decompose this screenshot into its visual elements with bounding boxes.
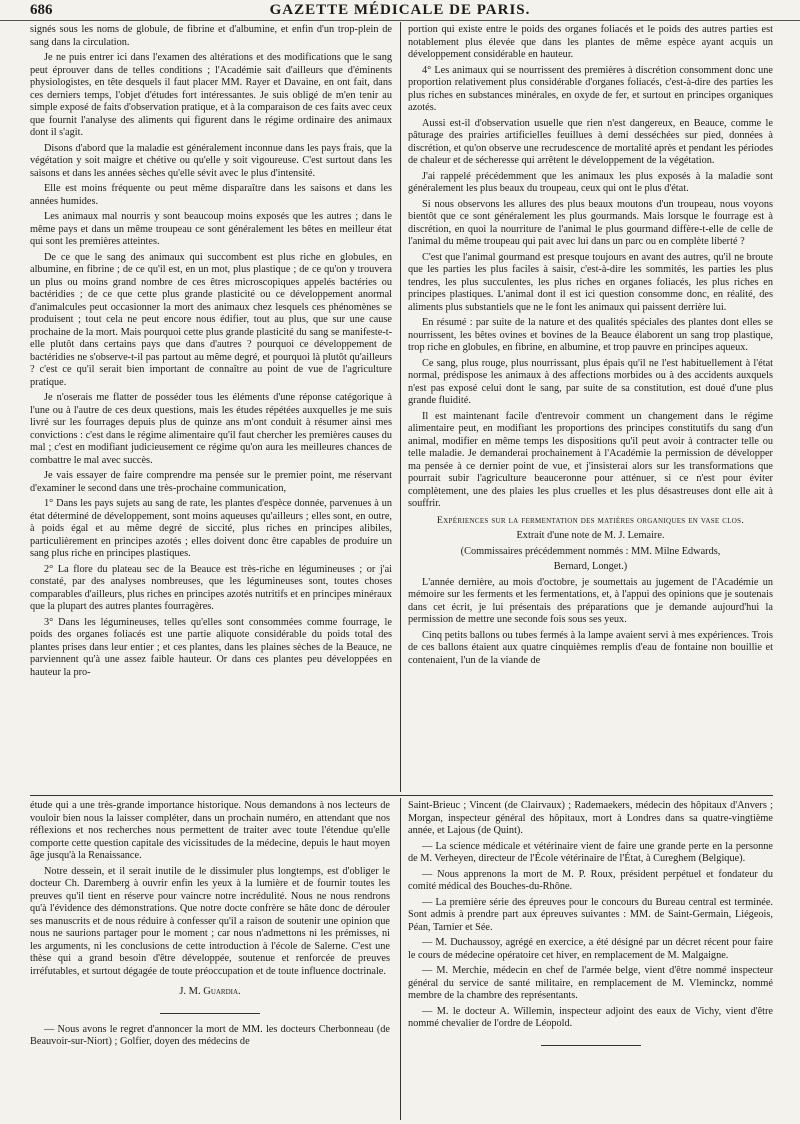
article-column-bottom-right xyxy=(408,800,773,1120)
author-signature: J. M. Guardia. xyxy=(179,986,241,997)
news-item: — La science médicale et vétérinaire vient de faire une grande perte en la personne de M. Verheyen, directeur de l'École vétérinaire de l'État, à Cureghem (Belgique). xyxy=(408,840,773,864)
paragraph: Disons d'abord que la maladie est généralement inconnue dans les pays frais, que la végétation y soit maigre et chétive ou qu'elle y soit vigoureuse. C'est surtout dans les saisons et dans les années sèches qu'elle sévit avec le plus d'intensité. xyxy=(30,142,392,179)
paragraph: étude qui a une très-grande importance historique. Nous demandons à nos lecteurs de vouloir bien nous la laisser compléter, dans un prochain numéro, en attendant que nos réflexions et nos recherches nous permettent de traiter avec toute l'étendue qu'elle comporte cette question capitale des vicissitudes de la médecine, depuis le haut moyen âge jusqu'à la Renaissance. xyxy=(30,800,390,861)
news-item: — M. Duchaussoy, agrégé en exercice, a été désigné par un décret récent pour faire le cours de médecine opératoire cet hiver, en remplacement de M. Malgaigne. xyxy=(408,937,773,961)
paragraph: 2° La flore du plateau sec de la Beauce est très-riche en légumineuses ; or j'ai constaté, par des analyses nombreuses, que les légumineuses sont, toutes choses comparables d'ailleurs, plus riches en principes azotés nutritifs et en principes minéraux que la plupart des autres plantes fourragères. xyxy=(30,563,392,612)
column-divider-bottom xyxy=(400,798,401,1120)
column-divider-top xyxy=(400,22,401,792)
news-item: — Nous avons le regret d'annoncer la mort de MM. les docteurs Cherbonneau (de Beauvoir-sur-Niort) ; Golfier, doyen des médecins de xyxy=(30,1023,390,1047)
section-title: Expériences sur la fermentation des matières organiques en vase clos. xyxy=(436,514,745,526)
paragraph: Cinq petits ballons ou tubes fermés à la lampe avaient servi à mes expériences. Trois de ces ballons étaient aux quatre cinquièmes remplis d'eau de fontaine non bouillie et contenaient, l'un de la viande de xyxy=(408,629,773,666)
short-divider xyxy=(160,1013,260,1014)
article-column-top-right xyxy=(408,24,773,790)
news-item: — M. Merchie, médecin en chef de l'armée belge, vient d'être nommé inspecteur général du service de santé militaire, en remplacement de M. Vleminckz, nommé membre de la chambre des représentants. xyxy=(408,965,773,1001)
paragraph: 4° Les animaux qui se nourrissent des premières à discrétion consomment donc une proportion relativement plus considérable d'organes foliacés, c'est-à-dire des parties les plus riches en substances minérales, en oxyde de fer, et surtout en principes organiques azotés. xyxy=(408,64,773,113)
news-item: — Nous apprenons la mort de M. P. Roux, président perpétuel et fondateur du comité médical des Bouches-du-Rhône. xyxy=(408,868,773,892)
paragraph: C'est que l'animal gourmand est presque toujours en avant des autres, qu'il ne broute que les parties les plus faciles à saisir, c'est-à-dire les sommités, les parties les plus tendres, les plus succulentes, les plus riches en organes foliacés, les plus riches en principes plastiques. L'animal dont il est ici question consomme donc, en réalité, des aliments plus substantiels que ne le font les animaux qui paissent derrière lui. xyxy=(408,251,773,313)
paragraph: portion qui existe entre le poids des organes foliacés et le poids des autres parties est notablement plus élevée que dans les plantes de même espèce ayant acquis un développement considérable en hauteur. xyxy=(408,24,773,60)
paragraph: Il est maintenant facile d'entrevoir comment un changement dans le régime alimentaire peut, en modifiant les proportions des principes constitutifs du sang d'un animal, modifier en même temps les dispositions qu'il peut avoir à contracter telle ou telle maladie. Je demanderai prochainement à l'Académie la permission de développer ma pensée à ce dernier point de vue, et j'insisterai alors sur les transformations que pourrait subir l'agriculture beauceronne pour atténuer, si ce n'est pour éviter complètement, une des plaies les plus cruelles et les plus désastreuses dont elle ait à souffrir. xyxy=(408,410,773,509)
paragraph: En résumé : par suite de la nature et des qualités spéciales des plantes dont elles se nourrissent, les bêtes ovines et bovines de la Beauce élaborent un sang trop plastique, trop riche en globules, en fibrine, en albumine, et trop pauvre en principes aqueux. xyxy=(408,317,773,353)
paragraph: 1° Dans les pays sujets au sang de rate, les plantes d'espèce donnée, parvenues à un état déterminé de développement, sont moins aqueuses qu'ailleurs ; elles sont, en outre, à poids égal et au même degré de siccité, plus riches en principes alibiles, particulièrement en principes azotés ; elles doivent donc être capables de produire un sang plus riche en principes plastiques. xyxy=(30,498,392,559)
paragraph: Les animaux mal nourris y sont beaucoup moins exposés que les autres ; dans le même pays et dans un même troupeau ce sont généralement les bêtes en meilleur état qui sont les premières atteintes. xyxy=(30,211,392,247)
paragraph: 3° Dans les légumineuses, telles qu'elles sont consommées comme fourrage, le poids des organes foliacés est une partie aliquote considérable du poids total des plantes prises dans leur entier ; et ces plantes, dans les plaines sèches de la Beauce, ne parviennent qu'à une assez faible hauteur. Or dans ces plantes peu développées en hauteur la pro- xyxy=(30,616,392,678)
news-item: Saint-Brieuc ; Vincent (de Clairvaux) ; Rademaekers, médecin des hôpitaux d'Anvers ; Morgan, inspecteur général des hôpitaux, mort à Londres dans sa quatre-vingtième année, et Lajous (de Quint). xyxy=(408,800,773,836)
paragraph: signés sous les noms de globule, de fibrine et d'albumine, et enfin d'un trop-plein de sang dans la circulation. xyxy=(30,24,392,48)
paragraph: Je n'oserais me flatter de posséder tous les éléments d'une réponse catégorique à l'une ou à l'autre de ces deux questions, mais les études répétées auxquelles je me suis livré sur les fourrages depuis plus de quinze ans m'ont conduit à résumer ainsi mes convictions : c'est dans le régime alimentaire qu'il faut chercher les premières causes du mal ; c'est en modifiant judicieusement ce régime qu'on aura les meilleures chances de combattre le mal avec succès. xyxy=(30,392,392,466)
news-item: — La première série des épreuves pour le concours du Bureau central est terminée. Sont admis à prendre part aux épreuves suivantes : MM. de Saint-Germain, Liégeois, Péan, Tarnier et Sée. xyxy=(408,896,773,933)
paragraph: De ce que le sang des animaux qui succombent est plus riche en globules, en albumine, en fibrine ; de ce qu'il est, en un mot, plus plastique ; de ce qu'on y trouvera un plus ou moins grand nombre de ces êtres microscopiques appelés bactéries ou bactéridies ; de ce que cette plus grande plasticité ou ce développement anormal d'animalcules peut occasionner la mort des animaux chez lesquels ces phénomènes se produisent ; tout cela ne peut encore nous édifier, tout au plus, que sur une cause prochaine de la mort. Mais pourquoi cette plus grande plasticité du sang se manifeste-t-elle plutôt dans certains pays que dans d'autres ? pourquoi ce développement de bactéridies ne s'observe-t-il pas partout au même degré, et pourquoi là plutôt qu'ailleurs ? c'est ce qu'il serait bien important de connaître au point de vue de l'agriculture pratique. xyxy=(30,251,392,388)
commission-line: (Commissaires précédemment nommés : MM. Milne Edwards, xyxy=(460,545,721,557)
page-header xyxy=(0,0,800,21)
paragraph: Je vais essayer de faire comprendre ma pensée sur le premier point, me réservant d'examiner le second dans une très-prochaine communication, xyxy=(30,470,392,494)
paragraph: Aussi est-il d'observation usuelle que rien n'est dangereux, en Beauce, comme le pâturage des prairies artificielles feuillues à demi desséchées sur pied, données à discrétion, et qu'on observe une recrudescence de mortalité après et pendant les périodes de chaleur et de sécheresse qui arrêtent le développement de la végétation. xyxy=(408,117,773,166)
commission-line: Bernard, Longet.) xyxy=(553,561,628,572)
paragraph: J'ai rappelé précédemment que les animaux les plus exposés à la maladie sont généralement les plus beaux du troupeau, ceux qui ont le plus d'état. xyxy=(408,170,773,194)
paragraph: Elle est moins fréquente ou peut même disparaître dans les saisons et dans les années humides. xyxy=(30,183,392,207)
paragraph: Ce sang, plus rouge, plus nourrissant, plus épais qu'il ne l'est habituellement à l'état normal, prédispose les animaux à des affections morbides ou à des accidents auxquels n'est pas exposé celui dont le sang, par suite de sa constitution, est doué d'une plus grande fluidité. xyxy=(408,357,773,406)
short-divider xyxy=(541,1045,641,1046)
article-column-bottom-left xyxy=(30,800,390,1120)
news-item: — M. le docteur A. Willemin, inspecteur adjoint des eaux de Vichy, vient d'être nommé chevalier de l'ordre de Léopold. xyxy=(408,1005,773,1029)
paragraph: Notre dessein, et il serait inutile de le dissimuler plus longtemps, est d'obliger le docteur Ch. Daremberg à ouvrir enfin les yeux à la lumière et de fournir toutes les preuves qu'il tient en réserve pour vaincre notre incrédulité. Nous ne nous rendrons qu'à l'évidence des démonstrations. Que notre docte confrère se hâte donc de dérouler ses manuscrits et de nous réduire à confesser qu'il a raison de soutenir une opinion que nous ne saurions partager pour le moment ; car nous n'admettons ni les prémisses, ni les arguments, ni les conclusions de cette introduction à l'école de Salerne. C'est une thèse qui a grand besoin d'être développée, soutenue et renforcée de preuves irréfutables, et surtout dégagée de toute préoccupation et de toute influence doctrinale. xyxy=(30,865,390,977)
paragraph: Je ne puis entrer ici dans l'examen des altérations et des modifications que le sang peut éprouver dans de telles conditions ; l'Académie sait d'ailleurs que d'éminents physiologistes, en tête desquels il faut placer MM. Rayer et Davaine, en ont fait, dans ces derniers temps, l'objet d'études fort intéressantes. Je suis obligé de m'en tenir au simple exposé de faits d'observation pratique, et à la comparaison de ces faits avec ceux que fournit l'analyse des aliments qui figurent dans le régime ordinaire des animaux dont il s'agit. xyxy=(30,52,392,138)
paragraph: L'année dernière, au mois d'octobre, je soumettais au jugement de l'Académie un mémoire sur les ferments et les fermentations, et, à l'appui des opinions que je soutenais dans cet écrit, je lui présentais des préparations que je demande aujourd'hui la permission de mettre une seconde fois sous ses yeux. xyxy=(408,576,773,625)
section-divider xyxy=(30,795,773,796)
article-column-top-left xyxy=(30,24,392,790)
section-subtitle: Extrait d'une note de M. J. Lemaire. xyxy=(516,530,665,541)
paragraph: Si nous observons les allures des plus beaux moutons d'un troupeau, nous voyons bientôt que ce sont généralement les plus gourmands. Mais lorsque le fourrage est à discrétion, en quoi la nourriture de l'animal le plus gourmand diffère-t-elle de celle de l'animal du même troupeau qui pait avec lui dans un parc ou en complète liberté ? xyxy=(408,198,773,247)
page-number: 686 xyxy=(30,2,53,18)
journal-title: GAZETTE MÉDICALE DE PARIS. xyxy=(269,2,531,18)
